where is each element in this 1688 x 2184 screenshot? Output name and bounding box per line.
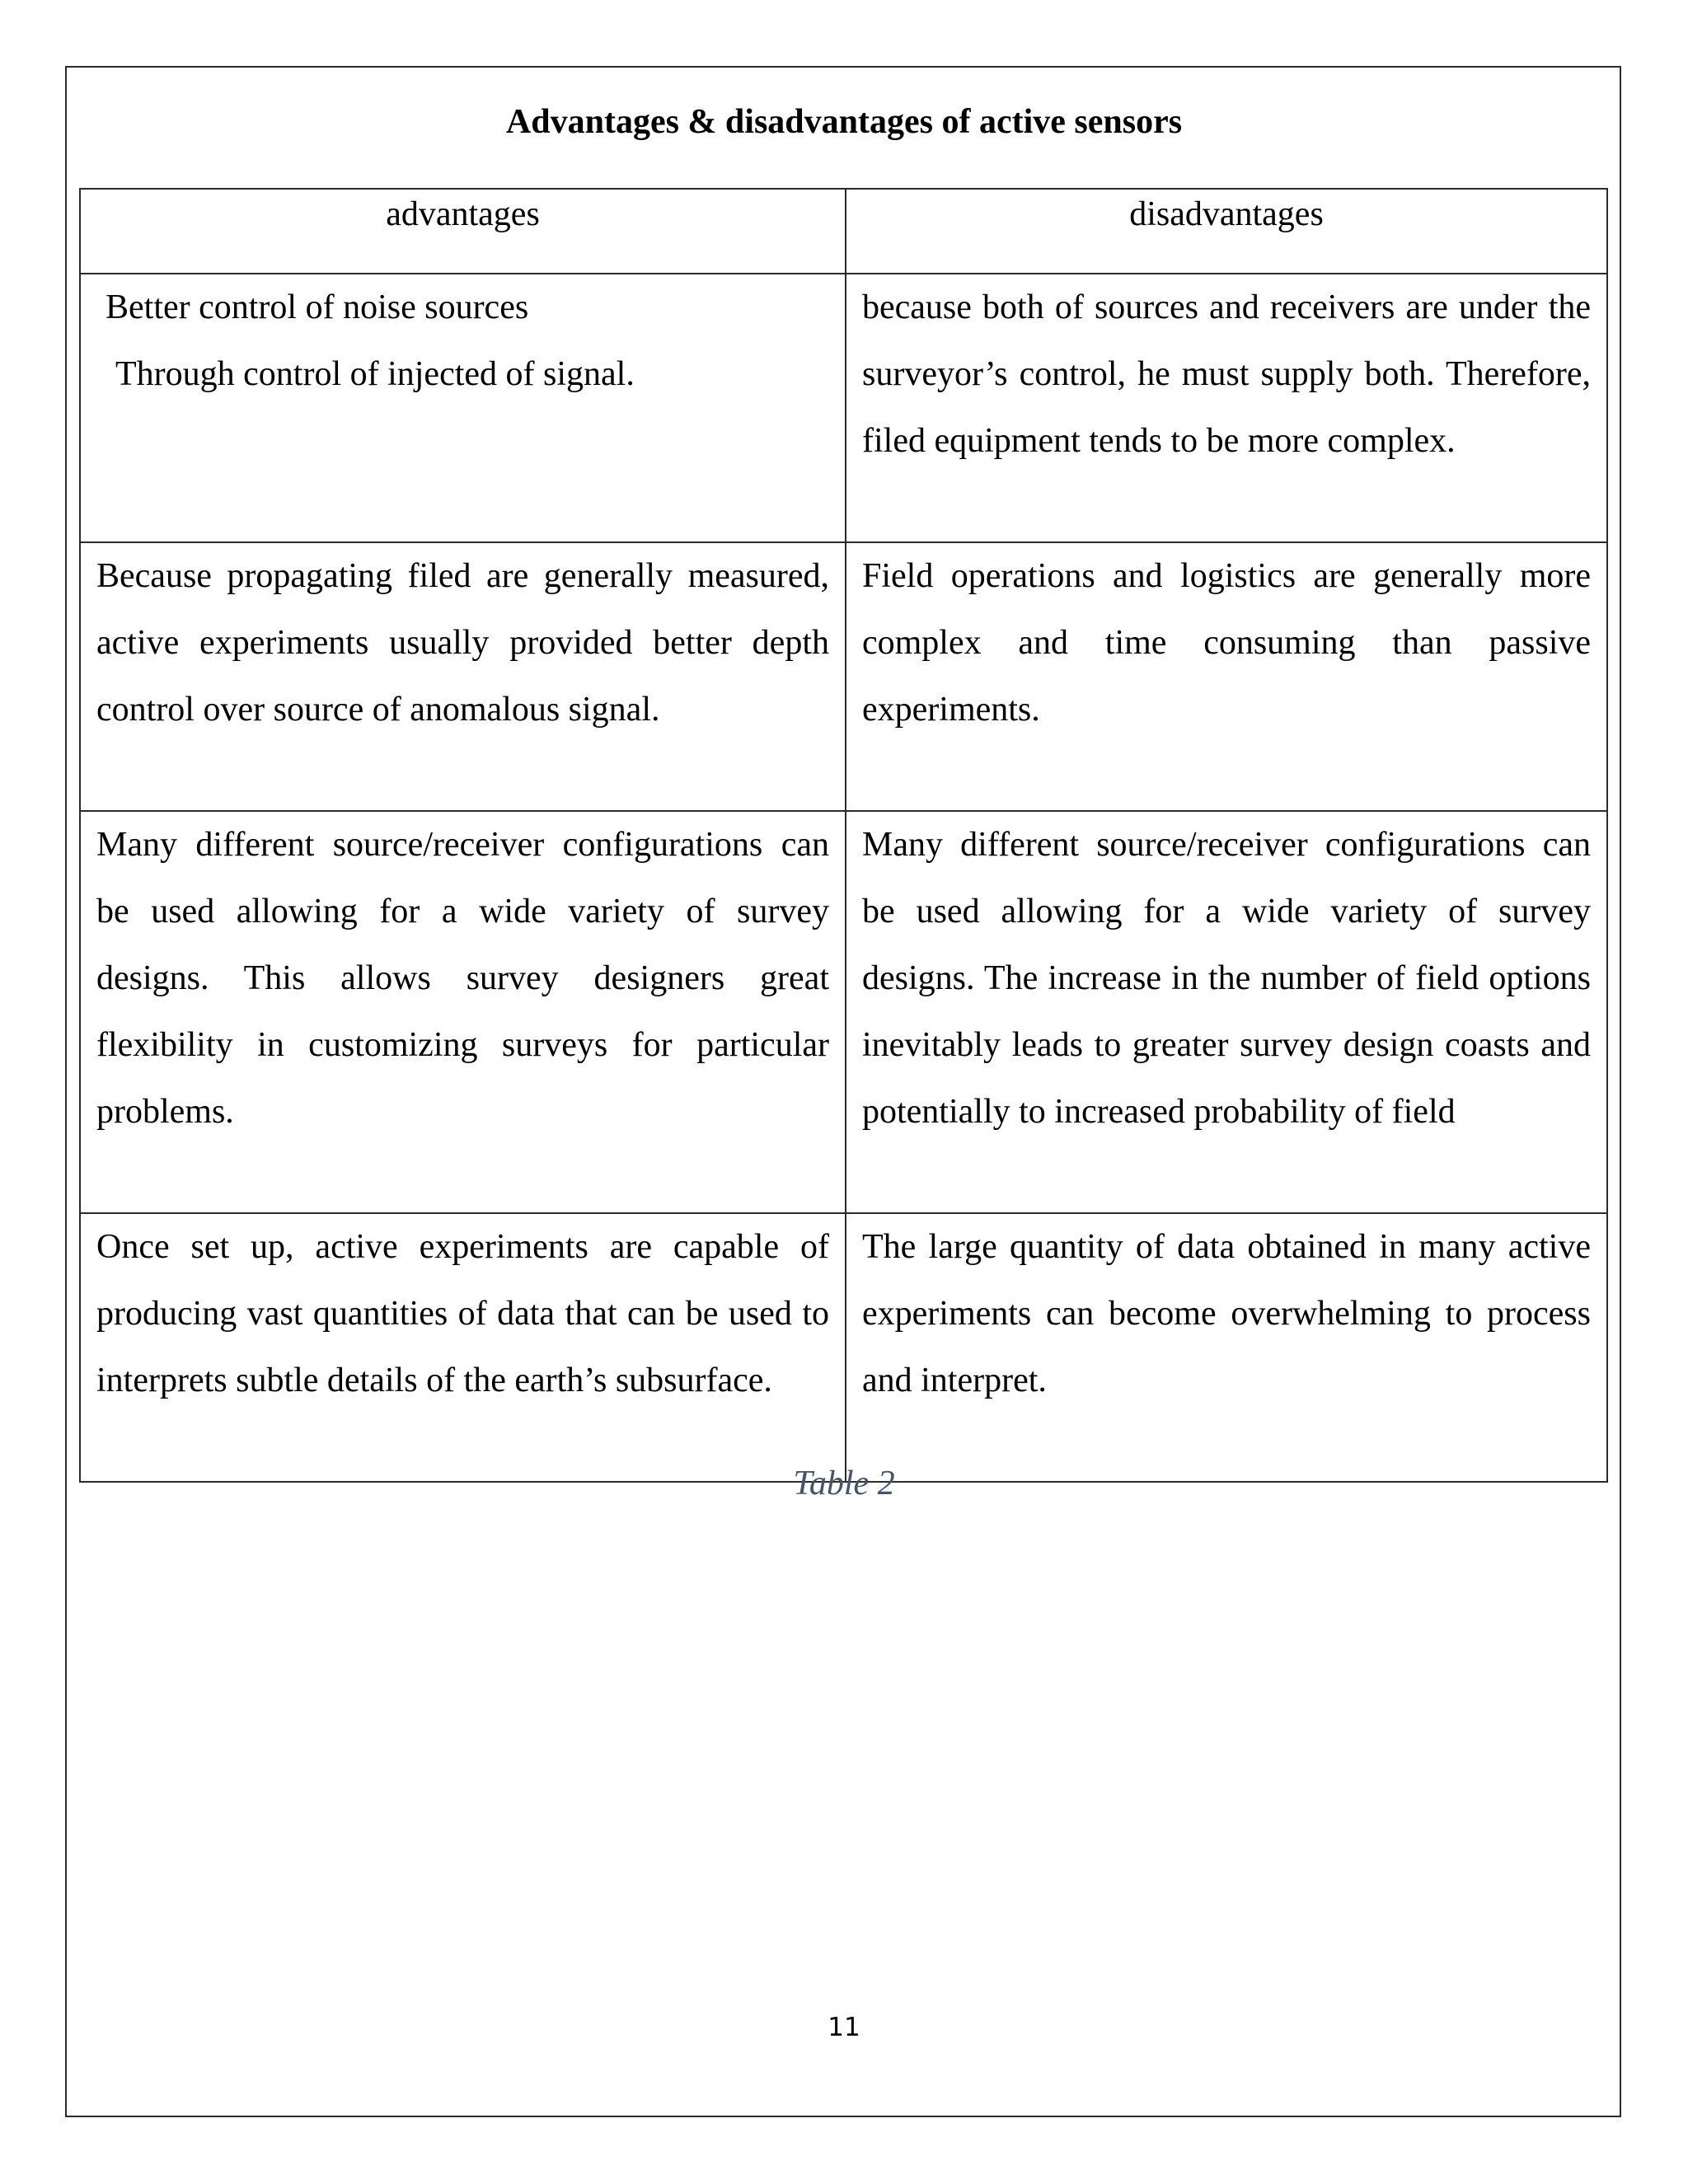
header-advantages: advantages — [80, 189, 846, 274]
disadvantage-cell: The large quantity of data obtained in many active experiments can become overwhelming to process and interpret. — [846, 1213, 1607, 1482]
advantage-cell: Once set up, active experiments are capable of producing vast quantities of data that can be used to interprets subtle details of the earth’s subsurface. — [80, 1213, 846, 1482]
table-caption: Table 2 — [793, 1465, 895, 1502]
table-row — [80, 811, 1607, 1213]
advantage-cell: Because propagating filed are generally measured, active experiments usually provided better depth control over source of anomalous signal. — [80, 542, 846, 811]
disadvantage-cell: Many different source/receiver configurations can be used allowing for a wide variety of survey designs. The increase in the number of field options inevitably leads to greater survey design coasts and potentially to increased probability of field — [846, 811, 1607, 1213]
disadvantage-cell: because both of sources and receivers are under the surveyor’s control, he must supply both. Therefore, filed equipment tends to be more complex. — [846, 274, 1607, 542]
table-header-row — [80, 189, 1607, 274]
advantages-disadvantages-table — [79, 188, 1608, 1483]
table-row — [80, 1213, 1607, 1482]
disadvantage-cell: Field operations and logistics are generally more complex and time consuming than passive experiments. — [846, 542, 1607, 811]
page-number: 11 — [828, 2013, 860, 2042]
advantage-cell — [80, 274, 846, 542]
advantage-line: Through control of injected of signal. — [115, 355, 635, 393]
advantage-line: Better control of noise sources — [106, 288, 529, 326]
table-row — [80, 274, 1607, 542]
document-title: Advantages & disadvantages of active sensors — [505, 103, 1183, 141]
header-disadvantages: disadvantages — [846, 189, 1607, 274]
advantage-cell: Many different source/receiver configurations can be used allowing for a wide variety of survey designs. This allows survey designers great flexibility in customizing surveys for particular problems. — [80, 811, 846, 1213]
table-row — [80, 542, 1607, 811]
